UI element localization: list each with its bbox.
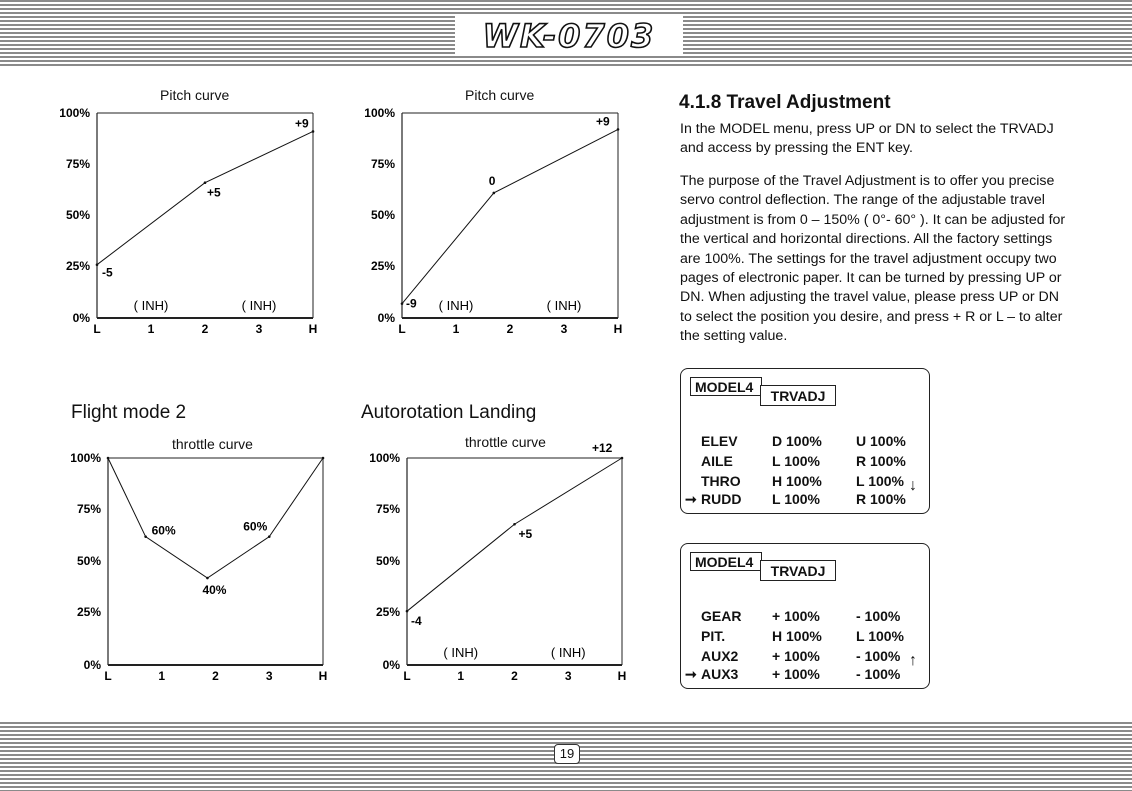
channel-value-b: - 100% <box>856 608 901 624</box>
x-tick-label: L <box>398 322 406 336</box>
mode-label: TRVADJ <box>760 560 836 581</box>
y-tick-label: 100% <box>369 451 400 465</box>
selection-arrow-icon: ➞ <box>685 666 697 682</box>
lcd-screen-page-1 <box>680 368 930 514</box>
channel-value-b: - 100% <box>856 648 901 664</box>
y-tick-label: 25% <box>370 259 395 273</box>
y-tick-label: 75% <box>370 157 395 171</box>
model-label: MODEL4 <box>690 552 762 571</box>
y-tick-label: 75% <box>375 502 400 516</box>
point-label: +9 <box>295 116 309 131</box>
inhibit-note: ( INH) <box>133 298 169 313</box>
y-tick-label: 25% <box>375 605 400 619</box>
y-tick-label: 25% <box>76 605 101 619</box>
channel-name: AUX2 <box>701 648 739 664</box>
curve-point <box>513 523 516 526</box>
lcd-row <box>681 628 929 648</box>
curve-line <box>407 458 622 611</box>
y-tick-label: 0% <box>377 311 395 325</box>
x-tick-label: 3 <box>265 669 273 683</box>
curve-point <box>617 128 620 131</box>
curve-line <box>97 131 313 264</box>
curve-point <box>493 192 496 195</box>
page-number: 19 <box>554 744 580 764</box>
channel-value-b: U 100% <box>856 433 906 449</box>
channel-value-a: + 100% <box>772 648 820 664</box>
curve-point <box>204 181 207 184</box>
inhibit-note: ( INH) <box>546 298 582 313</box>
y-tick-label: 50% <box>375 554 400 568</box>
point-label: +9 <box>596 114 610 129</box>
x-tick-label: H <box>617 669 627 683</box>
curve-line <box>108 458 323 578</box>
section-heading: 4.1.8 Travel Adjustment <box>679 92 891 113</box>
channel-name: AILE <box>701 453 733 469</box>
y-tick-label: 50% <box>370 208 395 222</box>
curve-point <box>401 302 404 305</box>
x-tick-label: 3 <box>560 322 568 336</box>
channel-value-b: R 100% <box>856 453 906 469</box>
point-label: -9 <box>406 296 417 311</box>
channel-value-b: L 100% <box>856 628 904 644</box>
lcd-row <box>681 648 929 668</box>
paragraph-2: The purpose of the Travel Adjustment is to offer you precise servo control deflection. The range of the adjustable travel adjustment is from 0 – 150% ( 0°- 60° ). It can be adjusted for the vertical and horizontal directions. All the factory settings are 100%. The settings for the travel adjustment occupy two pages of electronic paper. It can be turned by pressing UP or DN. When adjusting the travel value, please press UP or DN to select the position you desire, and press + R or L – to alter the setting value. <box>680 173 1066 345</box>
channel-name: RUDD <box>701 491 742 507</box>
curve-point <box>312 130 315 133</box>
model-label: MODEL4 <box>690 377 762 396</box>
channel-name: THRO <box>701 473 741 489</box>
curve-point <box>322 457 325 460</box>
lcd-row <box>681 453 929 473</box>
point-label: +5 <box>518 527 533 542</box>
point-label: +12 <box>592 441 613 455</box>
point-label: 60% <box>243 519 268 534</box>
channel-name: GEAR <box>701 608 742 624</box>
x-tick-label: 1 <box>158 669 166 683</box>
x-tick-label: 2 <box>506 322 514 336</box>
y-tick-label: 100% <box>70 451 101 465</box>
y-tick-label: 100% <box>59 106 90 120</box>
scroll-up-icon: ↑ <box>909 652 917 669</box>
x-tick-label: L <box>104 669 112 683</box>
channel-value-a: + 100% <box>772 666 820 682</box>
x-tick-label: 2 <box>201 322 209 336</box>
y-tick-label: 50% <box>76 554 101 568</box>
y-tick-label: 50% <box>65 208 90 222</box>
channel-name: PIT. <box>701 628 726 644</box>
curve-point <box>406 610 409 613</box>
point-label: 40% <box>202 583 227 598</box>
chart-4-title: throttle curve <box>465 434 546 450</box>
scroll-down-icon: ↓ <box>909 477 917 494</box>
channel-value-a: + 100% <box>772 608 820 624</box>
channel-value-a: H 100% <box>772 473 822 489</box>
channel-value-a: L 100% <box>772 491 820 507</box>
selection-arrow-icon: ➞ <box>685 491 697 507</box>
x-tick-label: 1 <box>452 322 460 336</box>
chart-3-title: throttle curve <box>172 436 253 452</box>
x-tick-label: 2 <box>212 669 219 683</box>
y-tick-label: 100% <box>364 106 395 120</box>
x-tick-label: 2 <box>511 669 518 683</box>
lcd-row-selected <box>681 491 929 511</box>
point-label: -5 <box>102 265 113 280</box>
channel-value-a: H 100% <box>772 628 822 644</box>
point-label: 60% <box>151 523 176 538</box>
curve-point <box>621 457 624 460</box>
channel-name: ELEV <box>701 433 738 449</box>
channel-value-b: R 100% <box>856 491 906 507</box>
channel-value-a: L 100% <box>772 453 820 469</box>
x-tick-label: H <box>318 669 328 683</box>
x-tick-label: L <box>93 322 101 336</box>
point-label: 0 <box>488 173 496 188</box>
channel-value-b: L 100% <box>856 473 904 489</box>
x-tick-label: 1 <box>147 322 155 336</box>
y-tick-label: 75% <box>65 157 90 171</box>
channel-value-a: D 100% <box>772 433 822 449</box>
point-label: +5 <box>207 185 221 200</box>
inhibit-note: ( INH) <box>443 645 479 660</box>
autorotation-landing-title: Autorotation Landing <box>361 402 537 423</box>
mode-label: TRVADJ <box>760 385 836 406</box>
y-tick-label: 0% <box>83 658 101 672</box>
lcd-row <box>681 433 929 453</box>
x-tick-label: H <box>308 322 318 336</box>
channel-value-b: - 100% <box>856 666 901 682</box>
x-tick-label: 1 <box>457 669 465 683</box>
curve-point <box>144 535 147 538</box>
logo-text: WK-0703 <box>482 17 656 55</box>
curve-point <box>107 457 110 460</box>
inhibit-note: ( INH) <box>550 645 586 660</box>
curve-point <box>96 263 99 266</box>
paragraph-1: In the MODEL menu, press UP or DN to select the TRVADJ and access by pressing the ENT key. <box>680 121 1054 157</box>
curve-point <box>268 535 271 538</box>
flight-mode-2-title: Flight mode 2 <box>71 402 187 423</box>
curve-line <box>402 129 618 303</box>
lcd-row <box>681 608 929 628</box>
inhibit-note: ( INH) <box>438 298 474 313</box>
x-tick-label: 3 <box>255 322 263 336</box>
y-tick-label: 0% <box>72 311 90 325</box>
x-tick-label: 3 <box>564 669 572 683</box>
inhibit-note: ( INH) <box>241 298 277 313</box>
y-tick-label: 75% <box>76 502 101 516</box>
lcd-row-selected <box>681 666 929 686</box>
y-tick-label: 0% <box>382 658 400 672</box>
point-label: -4 <box>411 614 422 629</box>
curve-point <box>206 577 209 580</box>
channel-name: AUX3 <box>701 666 739 682</box>
y-tick-label: 25% <box>65 259 90 273</box>
x-tick-label: H <box>613 322 623 336</box>
x-tick-label: L <box>403 669 411 683</box>
lcd-row <box>681 473 929 493</box>
chart-2-title: Pitch curve <box>465 87 535 103</box>
lcd-screen-page-2 <box>680 543 930 689</box>
chart-1-title: Pitch curve <box>160 87 230 103</box>
